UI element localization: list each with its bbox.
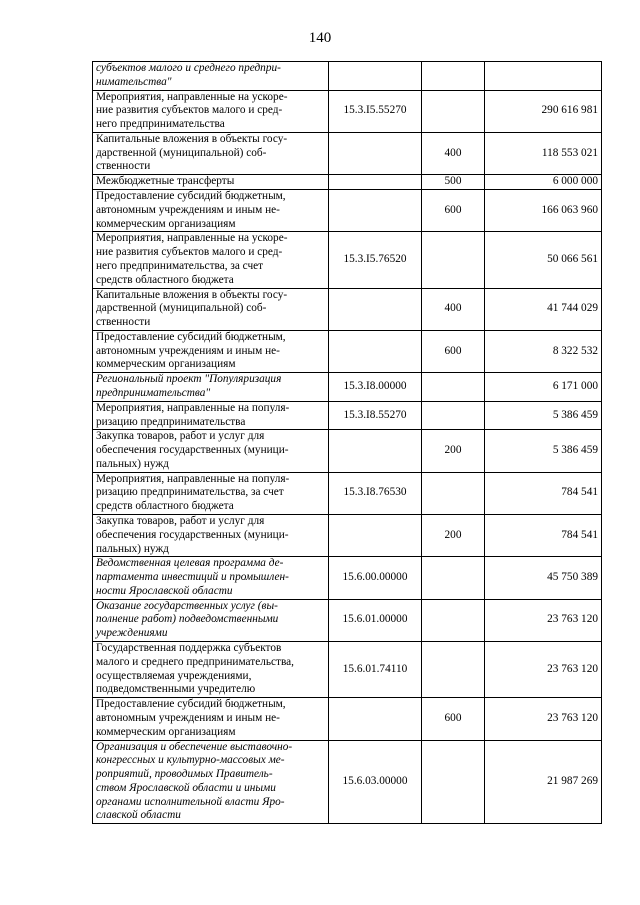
row-expense-type-cell: 600 <box>422 330 485 372</box>
row-sum-cell: 6 171 000 <box>485 373 602 402</box>
table-row <box>93 642 602 698</box>
table-row <box>93 401 602 430</box>
table-row <box>93 330 602 372</box>
row-sum-cell: 23 763 120 <box>485 599 602 641</box>
row-name-cell: Предоставление субсидий бюджетным, автономным учреждениям и иным не- коммерческим организациям <box>93 330 329 372</box>
table-row <box>93 740 602 824</box>
table-row <box>93 599 602 641</box>
row-code-cell <box>329 698 422 740</box>
row-code-cell <box>329 132 422 174</box>
row-name-cell: Мероприятия, направленные на ускоре- ние развития субъектов малого и сред- него предпринимательства <box>93 90 329 132</box>
row-expense-type-cell <box>422 599 485 641</box>
row-code-cell: 15.6.01.00000 <box>329 599 422 641</box>
row-code-cell: 15.3.I5.76520 <box>329 232 422 288</box>
row-sum-cell: 23 763 120 <box>485 642 602 698</box>
row-name-cell: субъектов малого и среднего предпри- нимательства" <box>93 62 329 91</box>
row-name-cell: Капитальные вложения в объекты госу- дарственной (муниципальной) соб- ственности <box>93 132 329 174</box>
row-name-cell: Мероприятия, направленные на ускоре- ние развития субъектов малого и сред- него предпринимательства, за счет средств областного бюджета <box>93 232 329 288</box>
row-code-cell <box>329 515 422 557</box>
row-code-cell <box>329 288 422 330</box>
row-sum-cell: 784 541 <box>485 515 602 557</box>
table-row <box>93 430 602 472</box>
row-sum-cell: 166 063 960 <box>485 190 602 232</box>
table-row <box>93 373 602 402</box>
row-code-cell: 15.3.I5.55270 <box>329 90 422 132</box>
row-name-cell: Оказание государственных услуг (вы- полнение работ) подведомственными учреждениями <box>93 599 329 641</box>
row-expense-type-cell: 600 <box>422 190 485 232</box>
row-expense-type-cell: 400 <box>422 132 485 174</box>
row-sum-cell: 290 616 981 <box>485 90 602 132</box>
row-code-cell: 15.6.03.00000 <box>329 740 422 824</box>
row-sum-cell: 41 744 029 <box>485 288 602 330</box>
table-row <box>93 175 602 190</box>
row-sum-cell: 21 987 269 <box>485 740 602 824</box>
row-name-cell: Закупка товаров, работ и услуг для обеспечения государственных (муници- пальных) нужд <box>93 430 329 472</box>
row-expense-type-cell <box>422 557 485 599</box>
row-expense-type-cell: 600 <box>422 698 485 740</box>
row-expense-type-cell <box>422 373 485 402</box>
row-code-cell: 15.3.I8.76530 <box>329 472 422 514</box>
row-name-cell: Мероприятия, направленные на популя- ризацию предпринимательства <box>93 401 329 430</box>
row-sum-cell <box>485 62 602 91</box>
row-expense-type-cell: 500 <box>422 175 485 190</box>
row-sum-cell: 5 386 459 <box>485 430 602 472</box>
row-name-cell: Региональный проект "Популяризация предпринимательства" <box>93 373 329 402</box>
table-row <box>93 90 602 132</box>
row-code-cell: 15.6.00.00000 <box>329 557 422 599</box>
row-expense-type-cell <box>422 740 485 824</box>
row-name-cell: Организация и обеспечение выставочно- конгрессных и культурно-массовых ме- роприятий, проводимых Правитель- ством Ярославской области и иными органами исполнительной власти Яро- славской области <box>93 740 329 824</box>
row-name-cell: Мероприятия, направленные на популя- ризацию предпринимательства, за счет средств областного бюджета <box>93 472 329 514</box>
table-row <box>93 472 602 514</box>
row-expense-type-cell <box>422 472 485 514</box>
row-sum-cell: 50 066 561 <box>485 232 602 288</box>
table-row <box>93 62 602 91</box>
row-sum-cell: 784 541 <box>485 472 602 514</box>
row-code-cell <box>329 330 422 372</box>
row-expense-type-cell <box>422 90 485 132</box>
row-sum-cell: 5 386 459 <box>485 401 602 430</box>
table-row <box>93 698 602 740</box>
row-expense-type-cell: 200 <box>422 515 485 557</box>
table-row <box>93 515 602 557</box>
row-name-cell: Закупка товаров, работ и услуг для обеспечения государственных (муници- пальных) нужд <box>93 515 329 557</box>
table-row <box>93 132 602 174</box>
row-code-cell: 15.3.I8.00000 <box>329 373 422 402</box>
row-name-cell: Межбюджетные трансферты <box>93 175 329 190</box>
row-code-cell <box>329 175 422 190</box>
row-code-cell <box>329 190 422 232</box>
row-expense-type-cell <box>422 62 485 91</box>
row-code-cell: 15.6.01.74110 <box>329 642 422 698</box>
row-name-cell: Предоставление субсидий бюджетным, автономным учреждениям и иным не- коммерческим организациям <box>93 698 329 740</box>
row-expense-type-cell: 400 <box>422 288 485 330</box>
row-expense-type-cell <box>422 401 485 430</box>
row-name-cell: Государственная поддержка субъектов малого и среднего предпринимательства, осуществляемая учреждениями, подведомственными учредителю <box>93 642 329 698</box>
page-number: 140 <box>308 30 332 46</box>
row-sum-cell: 23 763 120 <box>485 698 602 740</box>
row-code-cell <box>329 430 422 472</box>
row-name-cell: Капитальные вложения в объекты госу- дарственной (муниципальной) соб- ственности <box>93 288 329 330</box>
row-expense-type-cell: 200 <box>422 430 485 472</box>
table-row <box>93 190 602 232</box>
table-row <box>93 232 602 288</box>
budget-table <box>92 61 602 824</box>
table-row <box>93 288 602 330</box>
row-code-cell <box>329 62 422 91</box>
row-code-cell: 15.3.I8.55270 <box>329 401 422 430</box>
row-expense-type-cell <box>422 642 485 698</box>
row-name-cell: Ведомственная целевая программа де- партамента инвестиций и промышлен- ности Ярославской области <box>93 557 329 599</box>
table-row <box>93 557 602 599</box>
row-sum-cell: 118 553 021 <box>485 132 602 174</box>
budget-table-body <box>93 62 602 824</box>
row-sum-cell: 45 750 389 <box>485 557 602 599</box>
row-name-cell: Предоставление субсидий бюджетным, автономным учреждениям и иным не- коммерческим организациям <box>93 190 329 232</box>
row-sum-cell: 6 000 000 <box>485 175 602 190</box>
row-sum-cell: 8 322 532 <box>485 330 602 372</box>
row-expense-type-cell <box>422 232 485 288</box>
